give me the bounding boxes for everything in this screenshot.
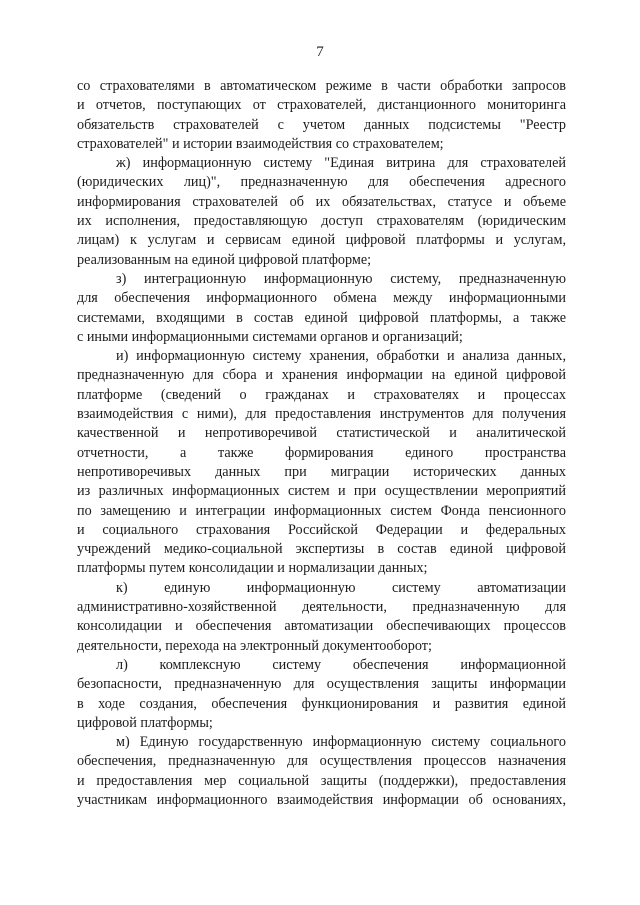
text-line: и предоставления мер социальной защиты (поддержки), предоставления (77, 772, 566, 789)
text-line: з) интеграционную информационную систему, предназначенную (116, 270, 566, 287)
text-line: по замещению и интеграции информационных систем Фонда пенсионного (77, 502, 566, 519)
text-line: в ходе создания, обеспечения функционирования и развития единой (77, 695, 566, 712)
text-line: системами, входящими в состав единой цифровой платформы, а также (77, 309, 566, 326)
document-body (77, 77, 566, 810)
text-line: цифровой платформы; (77, 714, 213, 731)
text-line: информирования страхователей об их обязательствах, статусе и объеме (77, 193, 566, 210)
text-line: и) информационную систему хранения, обработки и анализа данных, (116, 348, 566, 365)
text-line: ж) информационную систему "Единая витрина для страхователей (116, 155, 566, 172)
text-line: административно-хозяйственной деятельности, предназначенную для (77, 599, 566, 616)
text-line: (юридических лиц)", предназначенную для обеспечения адресного (77, 174, 566, 191)
text-line: отчетности, а также формирования единого пространства (77, 444, 566, 461)
text-line: м) Единую государственную информационную систему социального (116, 734, 566, 751)
text-line: для обеспечения информационного обмена между информационными (77, 290, 566, 307)
text-line: консолидации и обеспечения автоматизации обеспечивающих процессов (77, 618, 566, 635)
text-line: платформы путем консолидации и нормализации данных; (77, 560, 428, 577)
text-line: обеспечения, предназначенную для осуществления процессов назначения (77, 753, 566, 770)
text-line: обязательств страхователей с учетом данных подсистемы "Реестр (77, 116, 566, 133)
text-line: со страхователями в автоматическом режиме в части обработки запросов (77, 78, 566, 94)
paragraph-item-zh (77, 154, 566, 270)
page-number: 7 (316, 44, 324, 60)
text-line: лицам) к услугам и сервисам единой цифровой платформы и услугам, (77, 232, 566, 249)
text-line: качественной и непротиворечивой статистической и аналитической (77, 425, 566, 442)
text-line: безопасности, предназначенную для осуществления защиты информации (77, 676, 566, 693)
paragraph-item-k (77, 579, 566, 656)
paragraph-item-z (77, 270, 566, 347)
text-line: участникам информационного взаимодействия информации об основаниях, (77, 791, 566, 808)
text-line: реализованным на единой цифровой платформе; (77, 251, 372, 268)
text-line: и социального страхования Российской Федерации и федеральных (77, 521, 566, 538)
text-line: взаимодействия с ними), для предоставления инструментов для получения (77, 406, 566, 423)
text-line: их исполнения, предоставляющую доступ страхователям (юридическим (77, 213, 566, 230)
text-line: деятельности, перехода на электронный документооборот; (77, 637, 432, 654)
text-line: из различных информационных систем и при осуществлении мероприятий (77, 483, 566, 500)
text-line: с иными информационными системами органов и организаций; (77, 328, 463, 345)
text-line: платформе (сведений о гражданах и страхователях и процессах (77, 386, 566, 403)
text-line: и отчетов, поступающих от страхователей, дистанционного мониторинга (77, 97, 566, 114)
text-line: предназначенную для сбора и хранения информации на единой цифровой (77, 367, 566, 384)
text-line: страхователей" и истории взаимодействия со страхователем; (77, 135, 444, 152)
paragraph-item-l (77, 656, 566, 733)
text-line: к) единую информационную систему автоматизации (116, 579, 566, 596)
paragraph-item-i (77, 347, 566, 579)
paragraph-item-m (77, 733, 566, 810)
paragraph-continuation (77, 77, 566, 154)
text-line: л) комплексную систему обеспечения информационной (116, 656, 566, 673)
text-line: учреждений медико-социальной экспертизы в состав единой цифровой (77, 541, 566, 558)
text-line: непротиворечивых данных при миграции исторических данных (77, 463, 566, 480)
